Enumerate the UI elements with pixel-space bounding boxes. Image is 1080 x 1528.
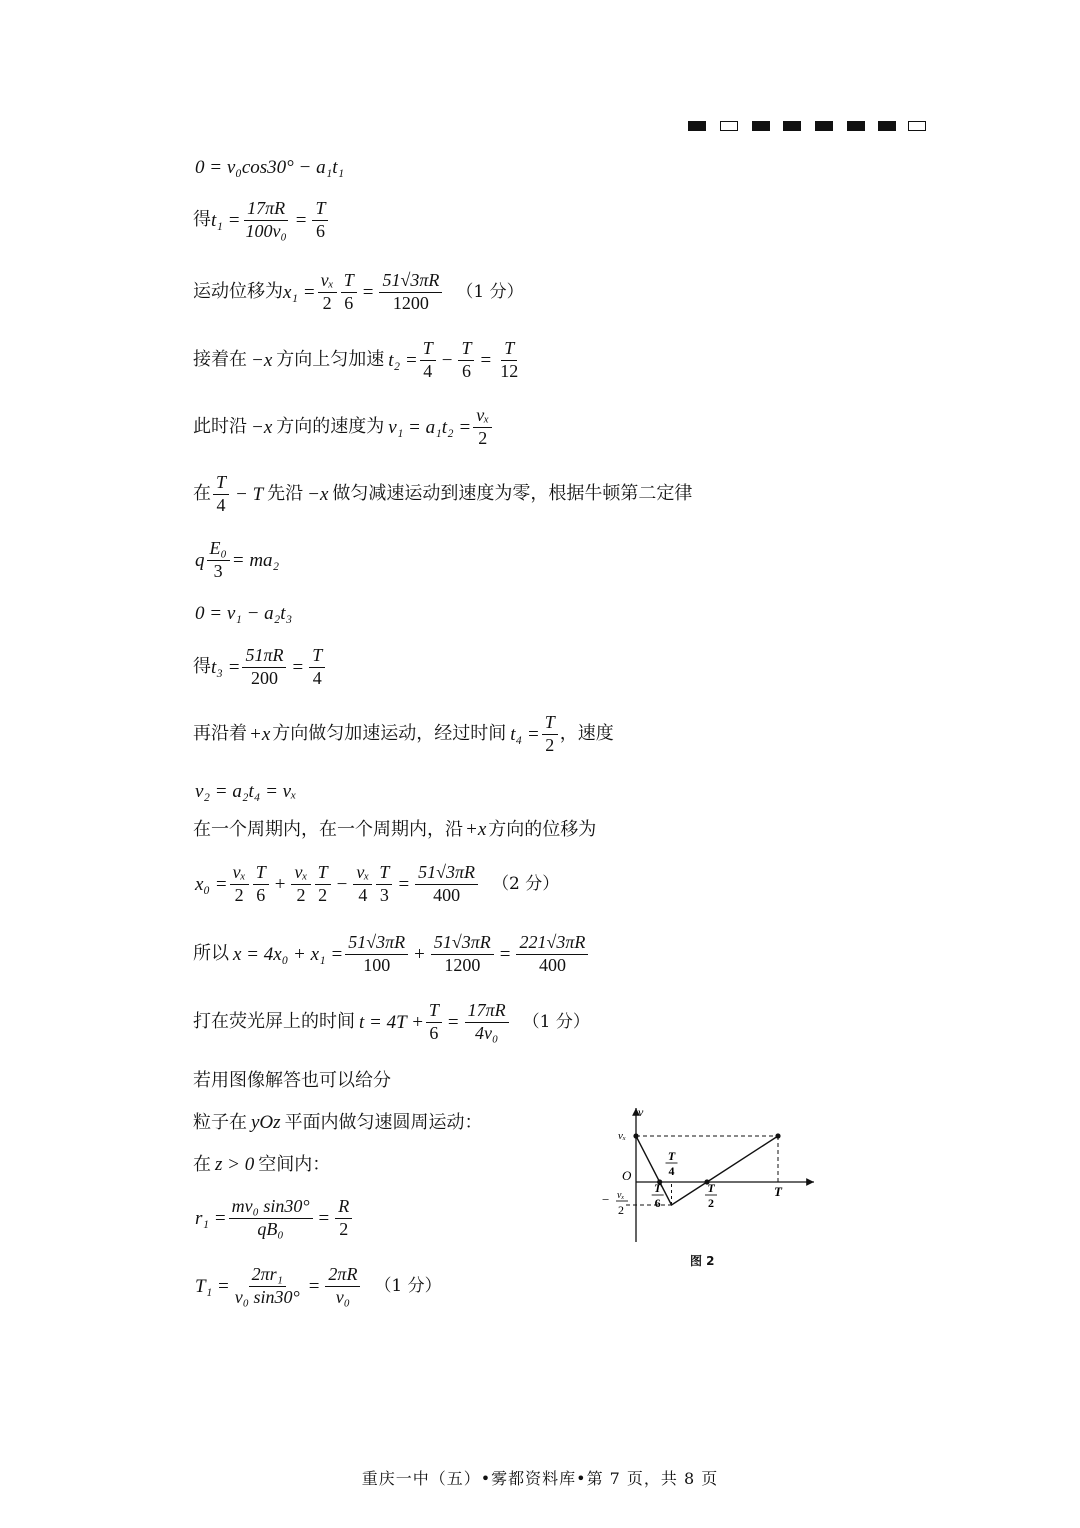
line-text: 方向的位移为	[488, 818, 597, 840]
plane-label: yOz	[251, 1112, 281, 1133]
operator: +	[414, 943, 425, 965]
fraction: $\frac{51√3\pi R}{1200}$	[379, 270, 442, 314]
fraction: $\frac{\text{vₓ}}{2}$	[473, 405, 492, 449]
fraction: $\frac{T}{12}$	[500, 338, 519, 381]
velocity-time-graph	[590, 1100, 830, 1250]
line-text: 平面内做匀速圆周运动：	[284, 1111, 483, 1133]
operator: +	[274, 873, 286, 895]
equation-line: 所以 x = 4x₀ + x₁ = $\frac{51√3\pi R}{100}$ + $\frac{51√3\pi R}{1200}$ = $\frac{221√3\pi R}{400}$	[193, 932, 590, 976]
direction: −x	[251, 349, 273, 371]
neg-label-num: vₓ	[617, 1190, 625, 1201]
header-square	[720, 121, 738, 131]
figure-caption: 图 2	[690, 1254, 715, 1268]
fraction: $\frac{\text{E₀}}{3}$	[207, 538, 230, 582]
equation-line	[195, 782, 297, 801]
equation-lhs: x₁ =	[283, 281, 316, 303]
direction: −x	[307, 483, 329, 505]
direction: −x	[251, 416, 273, 438]
operator: =	[362, 281, 374, 303]
tick-label-t4-num: T	[667, 1149, 676, 1163]
equation-line: 打在荧光屏上的时间 t = 4T + $\frac{T}{6}$ = $\frac{17\pi R}{\text{4v₀}}$ （1 分）	[193, 1000, 590, 1043]
equation-rhs: = ma₂	[231, 549, 280, 571]
line-prefix: 在	[193, 1153, 211, 1175]
line-text: 空间内：	[258, 1153, 331, 1175]
equation: 0 = v₁ − a₂t₃	[195, 603, 293, 624]
header-square	[908, 121, 926, 131]
line-prefix: 粒子在	[193, 1111, 247, 1133]
equation-line	[193, 270, 524, 314]
equation-part: q	[195, 549, 205, 571]
tick-label-T: T	[774, 1184, 782, 1199]
fraction: $\frac{T}{6}$	[458, 338, 474, 382]
header-square	[752, 121, 770, 131]
tick-label-t6-num: T	[653, 1181, 662, 1195]
line-text: 做匀减速运动到速度为零，根据牛顿第二定律	[332, 483, 693, 505]
line-text: 在一个周期内，在一个周期内，沿	[193, 818, 463, 840]
line-prefix: 此时沿	[193, 416, 247, 438]
page-footer: 重庆一中（五）•雾都资料库•第 7 页，共 8 页	[361, 1469, 719, 1488]
neg-label-den: 2	[618, 1203, 624, 1217]
operator: =	[318, 1207, 330, 1229]
direction: +x	[249, 723, 271, 745]
equation: 0 = v₀cos30° − a₁t₁	[195, 157, 345, 178]
header-square	[878, 121, 896, 131]
fraction: $\frac{51\pi R}{200}$	[242, 645, 286, 689]
line-text: 方向上匀加速	[276, 349, 385, 371]
equation-lhs: t₂ =	[388, 349, 418, 371]
line-prefix: 接着在	[193, 349, 247, 371]
score-note: （1 分）	[456, 281, 524, 302]
equation-lhs: v₁ = a₁t₂ =	[388, 416, 472, 438]
equation-line	[193, 645, 327, 689]
vx-label: vₓ	[618, 1130, 627, 1142]
equation-line	[195, 538, 279, 582]
tick-label-t4-den: 4	[668, 1164, 675, 1178]
equation-line: x₀ = $\frac{\text{vₓ}}{2}$ $\frac{T}{6}$ + $\frac{\text{vₓ}}{2}$ $\frac{T}{2}$ − $\frac{\text{vₓ}}{4}$ $\frac{T}{3}$ = $\frac{51√3\pi R}{400}$ （2 分）	[195, 862, 560, 905]
header-square	[783, 121, 801, 131]
equation-line	[193, 820, 596, 839]
operator: =	[447, 1011, 459, 1033]
fraction: $\frac{T}{4}$	[309, 645, 325, 689]
line-prefix: 运动位移为	[193, 281, 283, 303]
line-prefix: 得	[193, 209, 211, 231]
operator: =	[295, 209, 307, 231]
operator: =	[308, 1275, 320, 1297]
header-square	[847, 121, 865, 131]
line-text: 若用图像解答也可以给分	[193, 1070, 391, 1091]
fraction: $\frac{T}{2}$	[542, 712, 558, 756]
neg-sign: −	[602, 1192, 610, 1207]
equation-lhs: T₁ =	[195, 1275, 230, 1297]
equation-line	[193, 472, 692, 516]
fraction: $\frac{17\pi R}{\text{100v₀}}$	[245, 198, 287, 241]
tick-label-t6-den: 6	[654, 1196, 661, 1210]
text-line	[193, 1155, 330, 1174]
direction: +x	[465, 819, 487, 840]
line-prefix: 在	[193, 483, 211, 505]
line-text: ，速度	[559, 723, 614, 745]
equation-lhs: r₁ =	[195, 1207, 227, 1229]
y-axis-label: v	[638, 1105, 644, 1119]
condition: z > 0	[215, 1154, 255, 1175]
line-prefix: 打在荧光屏上的时间	[193, 1011, 355, 1033]
operator: =	[398, 873, 410, 895]
header-square	[688, 121, 706, 131]
operator: =	[480, 349, 492, 371]
text-line	[193, 1072, 391, 1090]
equation-lhs: x = 4x₀ + x₁ =	[233, 943, 344, 965]
operator: −	[441, 349, 453, 371]
operator: −	[336, 873, 348, 895]
fraction: $\frac{T}{4}$	[213, 472, 229, 516]
equation-line	[193, 712, 614, 756]
equation-lhs: t = 4T +	[359, 1011, 424, 1033]
equation-line	[193, 198, 330, 242]
header-square	[815, 121, 833, 131]
tick-label-t2-den: 2	[708, 1196, 714, 1210]
line-text: 先沿	[267, 483, 304, 505]
equation-part: − T	[235, 483, 264, 505]
operator: =	[292, 656, 304, 678]
data-point	[633, 1133, 638, 1138]
fraction: $\frac{T}{6}$	[341, 270, 357, 314]
score-note: （1 分）	[522, 1011, 590, 1032]
text-line	[193, 1113, 483, 1132]
equation-lhs: t₁ =	[211, 209, 241, 231]
fraction: $\frac{\text{vₓ}}{2}$	[318, 270, 337, 314]
data-point	[775, 1133, 780, 1138]
equation-line: r₁ = $\frac{\text{mv₀ sin30°}}{\text{qB₀}}$ = $\frac{R}{2}$	[195, 1196, 354, 1240]
equation-line	[193, 338, 523, 382]
equation-line	[195, 604, 292, 623]
equation-lhs: t₄ =	[510, 723, 540, 745]
fraction: $\frac{T}{4}$	[420, 338, 436, 382]
fraction: $\frac{T}{6}$	[312, 198, 328, 242]
score-note: （1 分）	[374, 1275, 442, 1296]
equation-line: T₁ = $\frac{\text{2πr₁}}{\text{v₀ sin30°}}$ = $\frac{2\pi R}{\text{v₀}}$ （1 分）	[195, 1264, 442, 1307]
line-text: 方向的速度为	[276, 416, 385, 438]
origin-label: O	[622, 1168, 632, 1183]
equation-line	[193, 405, 494, 449]
equation-lhs: x₀ =	[195, 873, 228, 895]
equation-lhs: t₃ =	[211, 656, 241, 678]
line-prefix: 得	[193, 656, 211, 678]
line-prefix: 再沿着	[193, 723, 247, 745]
line-text: 方向做匀加速运动，经过时间	[272, 723, 507, 745]
equation: v₂ = a₂t₄ = vₓ	[195, 781, 297, 802]
equation-line	[195, 158, 344, 177]
line-prefix: 所以	[193, 943, 229, 965]
operator: =	[499, 943, 511, 965]
tick-label-t2-num: T	[707, 1181, 715, 1195]
score-note: （2 分）	[492, 873, 560, 894]
